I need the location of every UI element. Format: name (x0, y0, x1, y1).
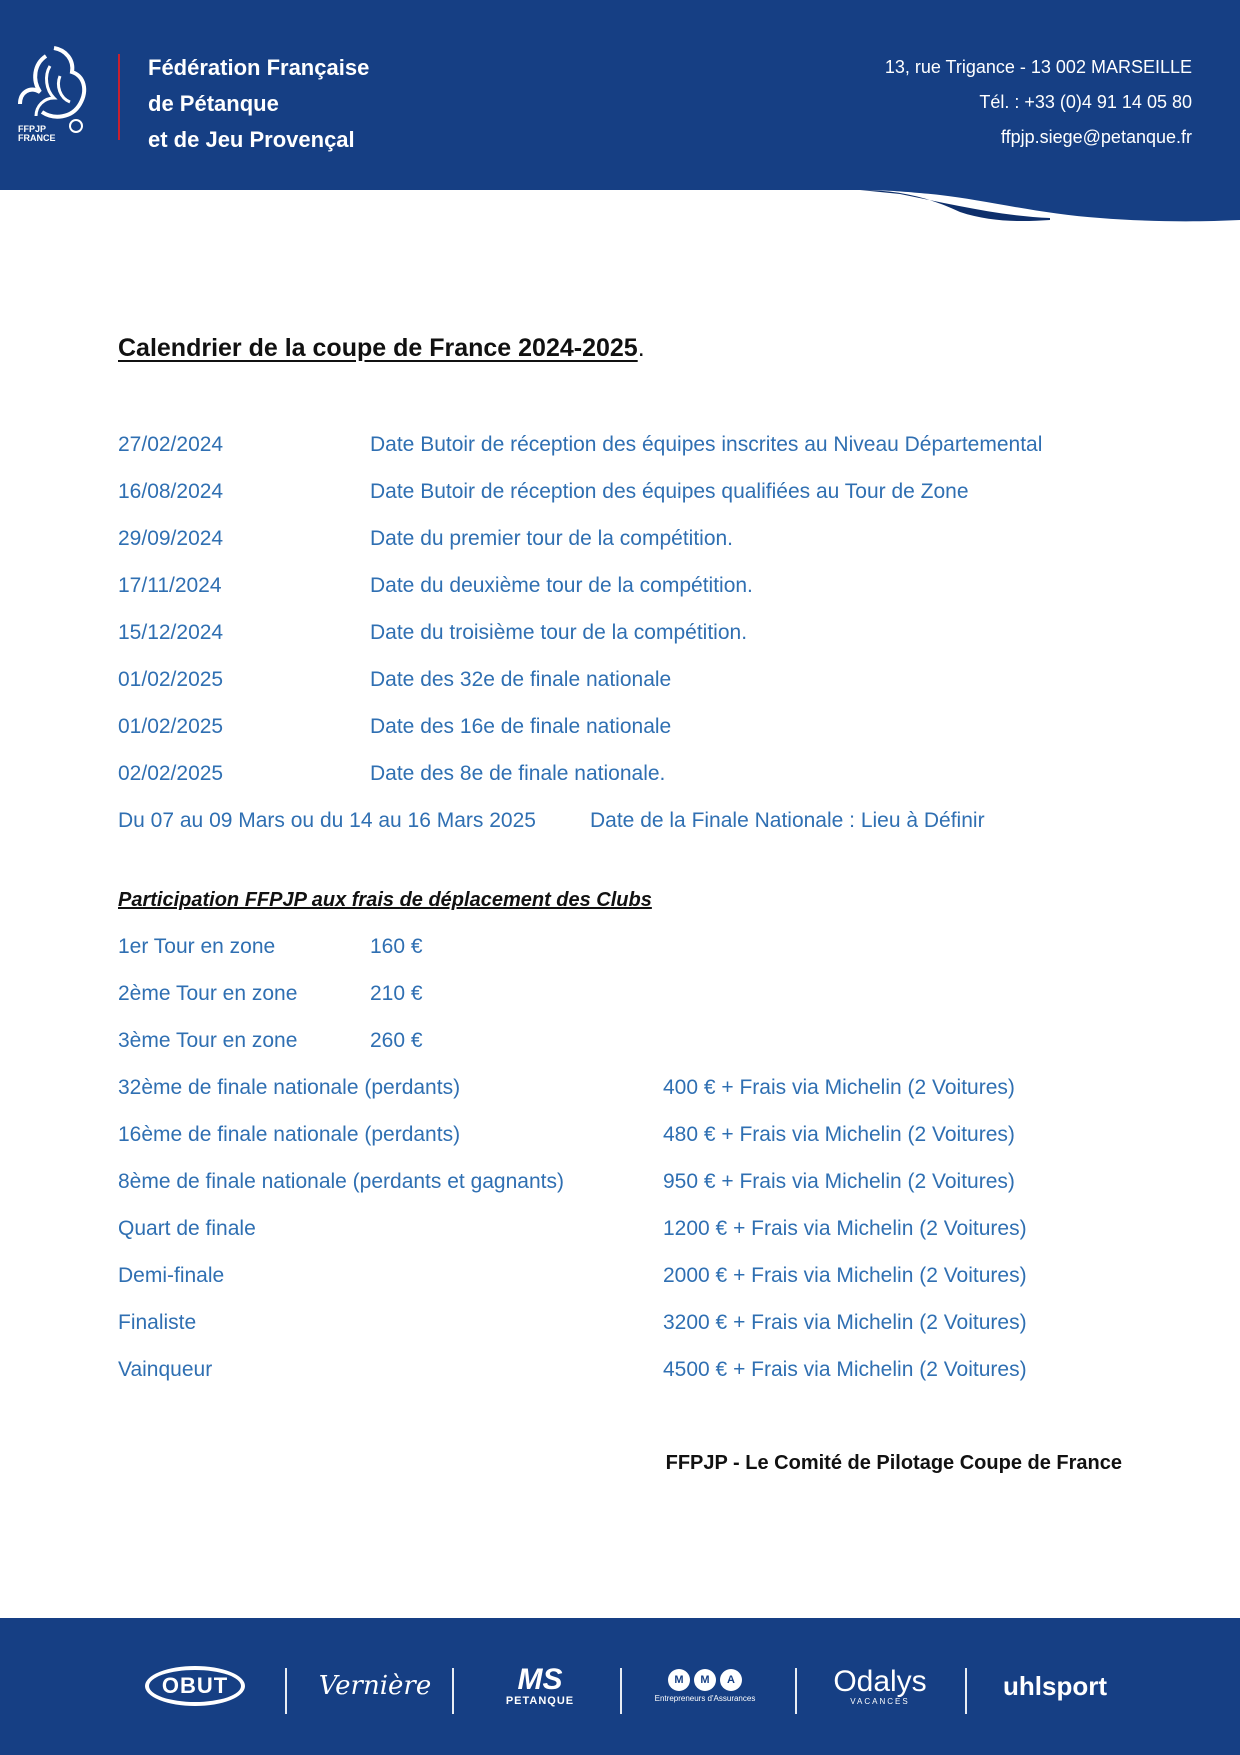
calendar-row (118, 527, 1118, 574)
calendar-row (118, 621, 1118, 668)
phone: Tél. : +33 (0)4 91 14 05 80 (979, 92, 1192, 112)
svg-text:FRANCE: FRANCE (18, 133, 56, 142)
sponsor-logos (130, 1646, 1130, 1726)
calendar-event: Date des 8e de finale nationale. (370, 762, 666, 785)
fee-amount: 400 € + Frais via Michelin (2 Voitures) (663, 1076, 1015, 1099)
calendar-event: Date du troisième tour de la compétition. (370, 621, 748, 644)
fee-amount: 1200 € + Frais via Michelin (2 Voitures) (663, 1217, 1027, 1240)
calendar-row (118, 715, 1118, 762)
fee-amount: 4500 € + Frais via Michelin (2 Voitures) (663, 1358, 1027, 1381)
fee-amount: 160 € (370, 935, 423, 958)
mma-letter: M (668, 1669, 690, 1691)
calendar-event: Date du deuxième tour de la compétition. (370, 574, 753, 597)
obut-logo-text: OBUT (145, 1666, 245, 1706)
ms-petanque-logo (480, 1646, 600, 1726)
fee-label: 1er Tour en zone (118, 935, 276, 958)
calendar-date: 29/09/2024 (118, 527, 224, 550)
fee-row (118, 1358, 1118, 1405)
fee-amount: 2000 € + Frais via Michelin (2 Voitures) (663, 1264, 1027, 1287)
fee-label: 2ème Tour en zone (118, 982, 298, 1005)
calendar-event: Date Butoir de réception des équipes qualifiées au Tour de Zone (370, 480, 969, 503)
fee-row (118, 1076, 1118, 1123)
calendar-row (118, 574, 1118, 621)
mma-subtitle: Entrepreneurs d'Assurances (654, 1694, 756, 1703)
fee-label: Finaliste (118, 1311, 197, 1334)
org-line-1: Fédération Française (148, 55, 370, 80)
calendar-event: Date des 32e de finale nationale (370, 668, 672, 691)
sponsor-divider (965, 1668, 967, 1714)
ffpjp-rooster-logo (14, 46, 94, 142)
svg-text:FFPJP: FFPJP (18, 124, 47, 134)
verniere-logo: Vernière (318, 1671, 432, 1701)
letterhead-header (0, 0, 1240, 225)
participation-heading: Participation FFPJP aux frais de déplacement des Clubs (118, 889, 652, 911)
calendar-row (118, 433, 1118, 480)
email-link[interactable]: ffpjp.siege@petanque.fr (1000, 127, 1192, 147)
sponsor-divider (285, 1668, 287, 1714)
fee-row (118, 1029, 1118, 1076)
fee-amount: 3200 € + Frais via Michelin (2 Voitures) (663, 1311, 1027, 1334)
uhlsport-logo: uhlsport (1003, 1670, 1107, 1701)
calendar-event: Date de la Finale Nationale : Lieu à Définir (590, 809, 985, 832)
fee-row (118, 982, 1118, 1029)
fee-row (118, 1217, 1118, 1264)
fee-amount: 210 € (370, 982, 423, 1005)
ms-logo-text: MS (517, 1663, 563, 1696)
fee-label: 32ème de finale nationale (perdants) (118, 1076, 461, 1099)
address: 13, rue Trigance - 13 002 MARSEILLE (884, 57, 1192, 77)
mma-logo (645, 1646, 765, 1726)
org-line-2: de Pétanque (148, 91, 279, 116)
odalys-logo-text: Odalys (833, 1664, 927, 1698)
calendar-date: 15/12/2024 (118, 621, 224, 644)
page-title-period: . (637, 334, 645, 362)
calendar-date: 02/02/2025 (118, 762, 224, 785)
fee-row (118, 1123, 1118, 1170)
ms-logo-subtitle: PETANQUE (505, 1695, 575, 1707)
obut-logo (140, 1646, 250, 1726)
fee-label: 16ème de finale nationale (perdants) (118, 1123, 461, 1146)
sponsor-divider (795, 1668, 797, 1714)
fee-amount: 950 € + Frais via Michelin (2 Voitures) (663, 1170, 1015, 1193)
mma-letter: M (694, 1669, 716, 1691)
calendar-row (118, 668, 1118, 715)
page-title (118, 334, 645, 363)
calendar-event: Date du premier tour de la compétition. (370, 527, 734, 550)
fee-row (118, 1264, 1118, 1311)
org-line-3: et de Jeu Provençal (148, 127, 355, 152)
fee-row (118, 1170, 1118, 1217)
calendar-event: Date Butoir de réception des équipes inscrites au Niveau Départemental (370, 433, 1043, 456)
fee-label: Quart de finale (118, 1217, 256, 1240)
fee-label: Demi-finale (118, 1264, 225, 1287)
calendar-date: 01/02/2025 (118, 715, 224, 738)
fee-label: 8ème de finale nationale (perdants et gagnants) (118, 1170, 564, 1193)
calendar-date: 01/02/2025 (118, 668, 224, 691)
fee-row (118, 935, 1118, 982)
odalys-logo (820, 1646, 940, 1726)
calendar-event: Date des 16e de finale nationale (370, 715, 672, 738)
calendar-date: 17/11/2024 (118, 574, 222, 597)
calendar-row (118, 762, 1118, 809)
calendar-date: 16/08/2024 (118, 480, 224, 503)
calendar-list (118, 433, 1118, 856)
page-title-text: Calendrier de la coupe de France 2024-2025 (118, 334, 638, 362)
fee-label: 3ème Tour en zone (118, 1029, 298, 1052)
logo-divider (118, 54, 120, 140)
calendar-row (118, 480, 1118, 527)
organization-name (148, 50, 369, 158)
fee-row (118, 1311, 1118, 1358)
sponsor-divider (620, 1668, 622, 1714)
participation-list (118, 935, 1118, 1405)
mma-circles (668, 1669, 742, 1691)
sponsor-divider (452, 1668, 454, 1714)
odalys-subtitle: VACANCES (850, 1696, 910, 1706)
fee-amount: 480 € + Frais via Michelin (2 Voitures) (663, 1123, 1015, 1146)
fee-amount: 260 € (370, 1029, 423, 1052)
fee-label: Vainqueur (118, 1358, 213, 1381)
calendar-date: 27/02/2024 (118, 433, 224, 456)
calendar-row (118, 809, 1118, 856)
signature: FFPJP - Le Comité de Pilotage Coupe de France (665, 1452, 1122, 1474)
contact-block (885, 50, 1192, 155)
calendar-date: Du 07 au 09 Mars ou du 14 au 16 Mars 2025 (118, 809, 536, 832)
sponsor-footer (0, 1618, 1240, 1755)
mma-letter: A (720, 1669, 742, 1691)
